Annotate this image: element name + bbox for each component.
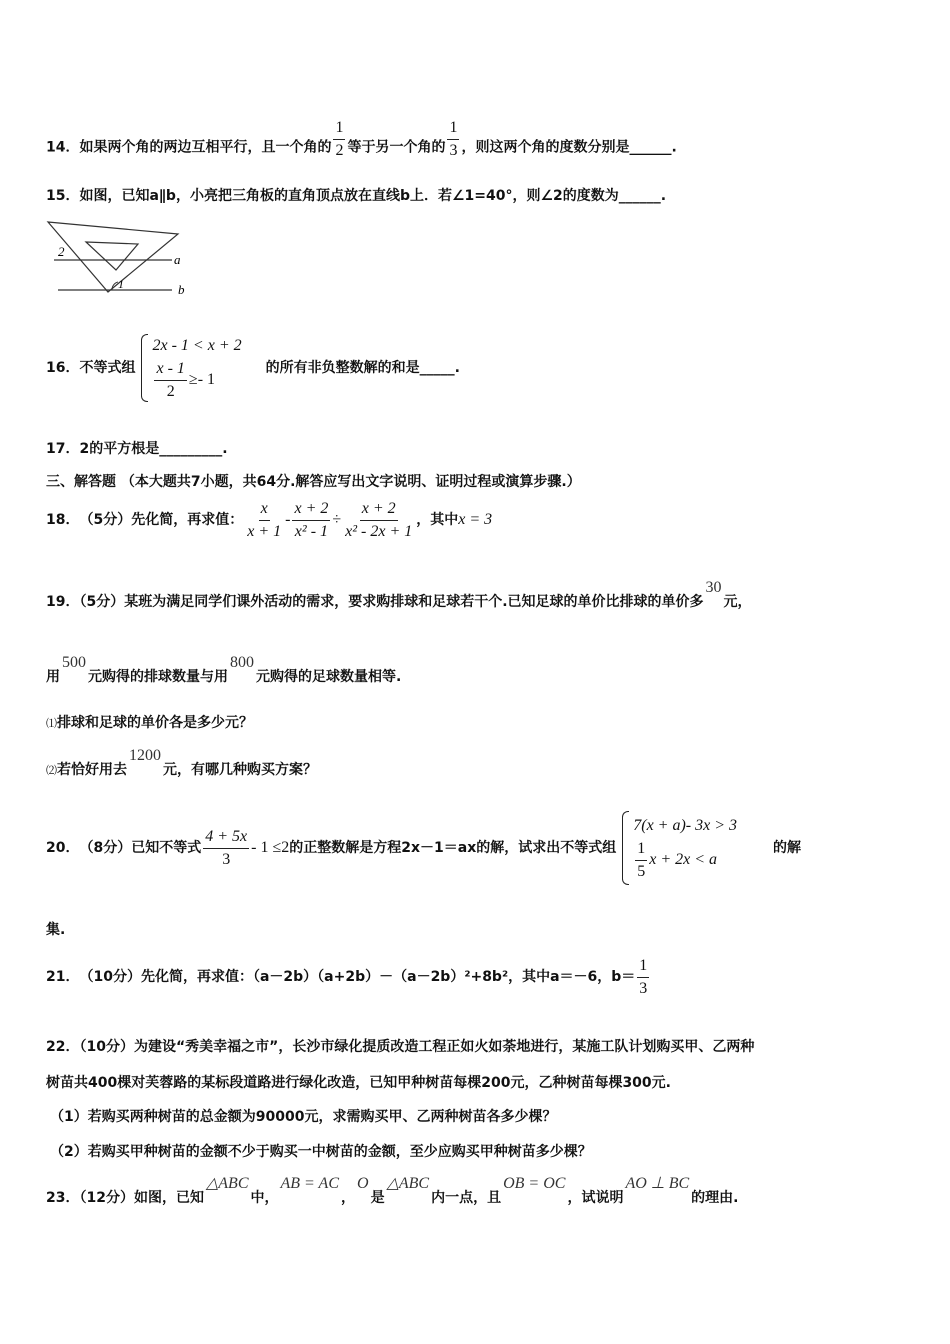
question-text: 的解 <box>773 840 802 856</box>
question-number: 19． <box>46 594 80 610</box>
question-text: （12分）如图，已知 <box>79 1190 204 1206</box>
question-number: 22． <box>46 1039 80 1055</box>
question-number: 18． <box>46 512 80 528</box>
fraction-3: $\frac{x + 2}{\text{x² - 2x + 1}}$ <box>345 499 413 540</box>
question-text: （10分）先化简，再求值：（a－2b）（a+2b）－（a－2b）²+8b²，其中a＝－6，b＝ <box>79 969 636 985</box>
system-row-2: $\frac{x - 1}{2}$ ≥- 1 <box>156 359 216 400</box>
math-ob-eq-oc: OB = OC <box>503 1175 566 1192</box>
math-ao-perp-bc: AO ⊥ BC <box>625 1175 690 1192</box>
question-text: 的正整数解是方程2x－1＝ax的解，试求出不等式组 <box>289 840 617 856</box>
question-22 <box>46 1037 754 1057</box>
question-number: 17． <box>46 441 80 457</box>
question-text: ，其中 <box>416 512 459 528</box>
question-18: 18． （5分）先化简，再求值： $\frac{x}{x + 1}$ - $\frac{x + 2}{\text{x² - 1}}$ ÷ $\frac{x + 2}{\text{x² - 2x + 1}}$ ，其中 x = 3 <box>46 499 493 540</box>
question-19-sub-1: ⑴排球和足球的单价各是多少元？ <box>46 715 253 731</box>
fraction-2: $\frac{x + 2}{\text{x² - 1}}$ <box>294 499 329 540</box>
question-14 <box>46 119 677 168</box>
fraction-one-third: $\frac{1}{3}$ <box>449 119 458 159</box>
question-16 <box>46 334 460 402</box>
value-30: 30 <box>705 579 722 596</box>
question-19: 19．（5分）某班为满足同学们课外活动的需求，要求购排球和足球若干个.已知足球的单价比排球的单价多30元， <box>46 579 752 610</box>
question-number: 20． <box>46 840 80 856</box>
left-brace <box>622 811 629 885</box>
question-17 <box>46 439 228 459</box>
math-triangle-abc-2: △ABC <box>386 1175 430 1192</box>
label-b: b <box>178 282 185 297</box>
math-o: O <box>357 1175 369 1192</box>
value-500: 500 <box>62 654 86 671</box>
question-text: ，则这两个角的度数分别是______. <box>461 139 677 156</box>
angle-label-2: 2 <box>58 244 65 259</box>
value-800: 800 <box>230 654 254 671</box>
question-15 <box>46 186 666 206</box>
question-text: （5分）先化简，再求值： <box>79 512 244 528</box>
fraction: $\frac{4 + 5x}{3}$ <box>205 827 248 868</box>
condition: x = 3 <box>458 511 493 528</box>
question-text: 的所有非负整数解的和是_____. <box>265 360 460 376</box>
left-brace <box>141 334 148 402</box>
question-20-line-2: 集. <box>46 922 66 938</box>
question-text: （5分）某班为满足同学们课外活动的需求，要求购排球和足球若干个.已知足球的单价比排球的单价多 <box>79 594 704 610</box>
fraction-one-half: $\frac{1}{2}$ <box>335 119 344 159</box>
fraction-1: $\frac{x}{x + 1}$ <box>247 499 282 540</box>
inequality-system <box>622 811 737 885</box>
question-19-sub-2: ⑵若恰好用去1200元，有哪几种购买方案？ <box>46 747 317 778</box>
question-19-line-2: 用500元购得的排球数量与用800元购得的足球数量相等. <box>46 654 402 685</box>
question-number: 21． <box>46 969 80 985</box>
label-a: a <box>174 252 181 267</box>
question-number: 16． <box>46 360 80 376</box>
question-text: 如图，已知a∥b，小亮把三角板的直角顶点放在直线b上．若∠1=40°，则∠2的度数为______. <box>79 188 667 204</box>
question-number: 15． <box>46 188 80 204</box>
question-text: 等于另一个角的 <box>347 139 446 156</box>
section-heading: 三、解答题 （本大题共7小题，共64分.解答应写出文字说明、证明过程或演算步骤.） <box>46 474 581 490</box>
math-triangle-abc: △ABC <box>205 1175 249 1192</box>
system-row-1: 2x - 1 < x + 2 <box>152 336 242 354</box>
value-1200: 1200 <box>129 747 161 764</box>
question-number: 14． <box>46 139 80 156</box>
math-ab-eq-ac: AB = AC <box>280 1175 339 1192</box>
parallel-lines-triangle-figure <box>46 214 196 304</box>
question-text: 如果两个角的两边互相平行，且一个角的 <box>79 139 332 156</box>
outer-triangle <box>48 222 178 292</box>
angle-label-1: 1 <box>118 277 124 291</box>
question-text: 2的平方根是_________. <box>79 441 228 457</box>
question-20: 20． （8分）已知不等式 $\frac{4 + 5x}{3}$ - 1 ≤2 的正整数解是方程2x－1＝ax的解，试求出不等式组 7(x + a)- 3x > 3 $\frac{1}{5}$ x + 2x < a 的解 <box>46 810 801 886</box>
question-22-line-2: 树苗共400棵对芙蓉路的某标段道路进行绿化改造，已知甲种树苗每棵200元，乙种树苗每棵300元. <box>46 1075 671 1091</box>
fraction-one-third: $\frac{1}{3}$ <box>639 956 648 997</box>
system-row-2: $\frac{1}{5}$ x + 2x < a <box>637 839 718 880</box>
question-text: 不等式组 <box>79 360 136 376</box>
question-21 <box>46 954 651 1000</box>
question-22-sub-1: （1）若购买两种树苗的总金额为90000元，求需购买甲、乙两种树苗各多少棵？ <box>50 1109 557 1125</box>
question-23: 23．（12分）如图，已知△ABC中，AB = AC，O是△ABC内一点，且OB = OC，试说明AO ⊥ BC的理由. <box>46 1175 739 1206</box>
inner-triangle <box>86 242 138 270</box>
system-row-1: 7(x + a)- 3x > 3 <box>633 816 738 834</box>
question-text: （8分）已知不等式 <box>79 840 202 856</box>
question-text: （10分）为建设“秀美幸福之市”，长沙市绿化提质改造工程正如火如荼地进行，某施工队计划购买甲、乙两种 <box>79 1039 755 1055</box>
inequality-system <box>141 334 241 402</box>
question-22-sub-2: （2）若购买甲种树苗的金额不少于购买一中树苗的金额，至少应购买甲种树苗多少棵？ <box>50 1144 592 1160</box>
question-number: 23． <box>46 1190 80 1206</box>
